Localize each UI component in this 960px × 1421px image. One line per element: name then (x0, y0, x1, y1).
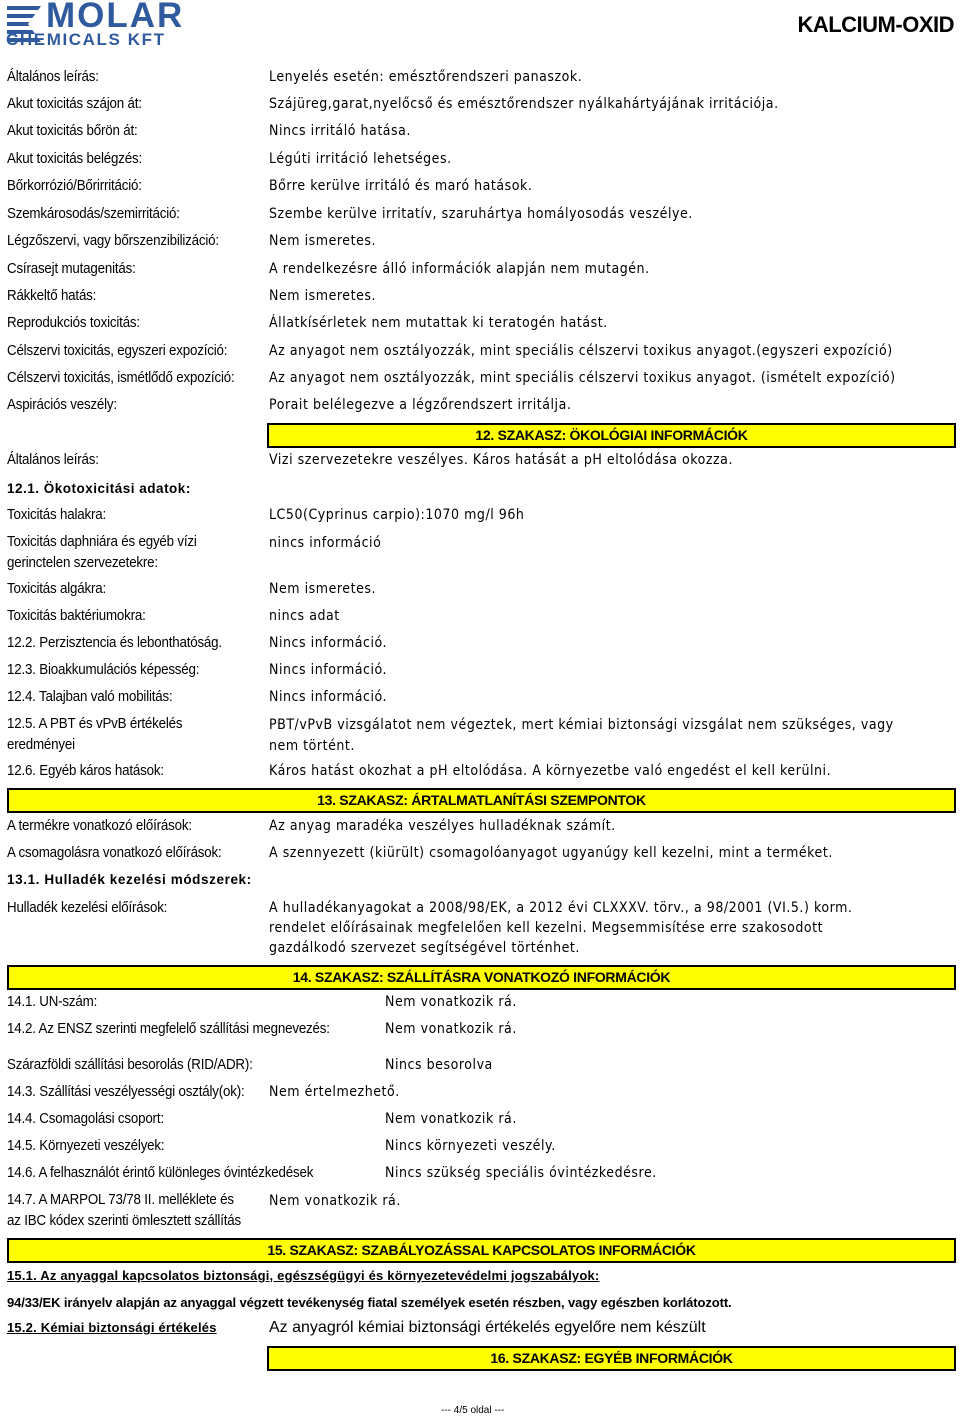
pbt-label-line2: eredményei (7, 737, 75, 753)
hazard-value: Állatkísérletek nem mutattak ki teratogén hatást. (269, 315, 608, 331)
section-11-rows (0, 0, 960, 420)
hazard-class-label: 14.3. Szállítási veszélyességi osztály(ok): (7, 1084, 245, 1100)
document-title: KALCIUM-OXID (797, 12, 954, 37)
hazard-label: Szemkárosodás/szemirritáció: (7, 206, 180, 222)
persistence-value: Nincs információ. (269, 635, 388, 651)
hazard-label: Reprodukciós toxicitás: (7, 315, 140, 331)
un-number-value: Nem vonatkozik rá. (385, 994, 517, 1010)
waste-rules-value-line3: gazdálkodó szervezet segítségével történhet. (269, 940, 580, 956)
packing-group-value: Nem vonatkozik rá. (385, 1111, 517, 1127)
other-effects-value: Káros hatást okozhat a pH eltolódása. A környezetbe való engedést el kell kerülni. (269, 763, 832, 779)
packaging-rules-value: A szennyezett (kiürült) csomagolóanyagot ugyanúgy kell kezelni, mint a terméket. (269, 845, 833, 861)
section-16-header (267, 1346, 956, 1371)
packaging-rules-label: A csomagolásra vonatkozó előírások: (7, 845, 222, 861)
hazard-value: Nincs irritáló hatása. (269, 123, 411, 139)
page-number: --- 4/5 oldal --- (441, 1405, 505, 1416)
pbt-value-line2: nem történt. (269, 738, 355, 754)
pbt-value-line1: PBT/vPvB vizsgálatot nem végeztek, mert kémiai biztonsági vizsgálat nem szükséges, vagy (269, 717, 894, 733)
hazard-label: Bőrkorrózió/Bőrirritáció: (7, 178, 142, 194)
bacteria-value: nincs adat (269, 608, 340, 624)
land-transport-value: Nincs besorolva (385, 1057, 493, 1073)
product-rules-label: A termékre vonatkozó előírások: (7, 818, 192, 834)
daphnia-value: nincs információ (269, 535, 382, 551)
logo-bottom-text: CHEMICALS KFT (6, 30, 166, 49)
eco-general-value: Vizi szervezetekre veszélyes. Káros hatását a pH eltolódása okozza. (269, 452, 733, 468)
hazard-label: Akut toxicitás szájon át: (7, 96, 142, 112)
hazard-label: Célszervi toxicitás, egyszeri expozíció: (7, 343, 228, 359)
waste-rules-value-line1: A hulladékanyagokat a 2008/98/EK, a 2012 évi CLXXXV. törv., a 98/2001 (VI.5.) korm. (269, 900, 853, 916)
hazard-value: Az anyagot nem osztályozzák, mint speciális célszervi toxikus anyagot. (ismételt expozíció) (269, 370, 896, 386)
special-precautions-label: 14.6. A felhasználót érintő különleges óvintézkedések (7, 1165, 314, 1181)
fish-toxicity-label: Toxicitás halakra: (7, 507, 107, 523)
shipping-name-label: 14.2. Az ENSZ szerinti megfelelő szállítási megnevezés: (7, 1021, 330, 1037)
regulations-subheading: 15.1. Az anyaggal kapcsolatos biztonsági, egészségügyi és környezetevédelmi jogszabályok: (7, 1268, 600, 1283)
section-12-header (267, 423, 956, 448)
hazard-label: Akut toxicitás bőrön át: (7, 123, 138, 139)
hazard-label: Célszervi toxicitás, ismétlődő expozíció: (7, 370, 235, 386)
hazard-label: Csírasejt mutagenitás: (7, 261, 136, 277)
hazard-label: Akut toxicitás belégzés: (7, 151, 142, 167)
logo-top-text: MOLAR (46, 0, 185, 35)
hazard-value: A rendelkezésre álló információk alapján nem mutagén. (269, 261, 650, 277)
section-13-header-text: 13. SZAKASZ: ÁRTALMATLANÍTÁSI SZEMPONTOK (317, 792, 646, 808)
un-number-label: 14.1. UN-szám: (7, 994, 98, 1010)
hazard-value: Az anyagot nem osztályozzák, mint speciális célszervi toxikus anyagot.(egyszeri expozíció) (269, 343, 893, 359)
hazard-value: Nem ismeretes. (269, 233, 377, 249)
hazard-value: Porait belélegezve a légzőrendszert irritálja. (269, 397, 572, 413)
product-rules-value: Az anyag maradéka veszélyes hulladéknak számít. (269, 818, 616, 834)
section-16-header-text: 16. SZAKASZ: EGYÉB INFORMÁCIÓK (490, 1350, 733, 1366)
section-12-header-text: 12. SZAKASZ: ÖKOLÓGIAI INFORMÁCIÓK (475, 427, 748, 443)
ecotox-subheading: 12.1. Ökotoxicitási adatok: (7, 481, 191, 496)
section-13-header (7, 788, 956, 813)
env-hazard-value: Nincs környezeti veszély. (385, 1138, 556, 1154)
hazard-value: Szájüreg,garat,nyelőcső és emésztőrendszer nyálkahártyájának irritációja. (269, 96, 779, 112)
daphnia-label-line2: gerinctelen szervezetekre: (7, 555, 158, 571)
marpol-label-line1: 14.7. A MARPOL 73/78 II. melléklete és (7, 1192, 234, 1208)
waste-methods-subheading: 13.1. Hulladék kezelési módszerek: (7, 872, 252, 887)
mobility-label: 12.4. Talajban való mobilitás: (7, 689, 173, 705)
hazard-label: Általános leírás: (7, 69, 99, 85)
hazard-class-value: Nem értelmezhető. (269, 1084, 400, 1100)
pbt-label-line1: 12.5. A PBT és vPvB értékelés (7, 716, 183, 732)
bioaccumulation-value: Nincs információ. (269, 662, 388, 678)
marpol-label-line2: az IBC kódex szerinti ömlesztett szállítás (7, 1213, 241, 1229)
waste-rules-label: Hulladék kezelési előírások: (7, 900, 168, 916)
env-hazard-label: 14.5. Környezeti veszélyek: (7, 1138, 165, 1154)
algae-value: Nem ismeretes. (269, 581, 377, 597)
bacteria-label: Toxicitás baktériumokra: (7, 608, 146, 624)
waste-rules-value-line2: rendelet előírásainak megfelelően kell kezelni. Megsemmisítése erre szakosodott (269, 920, 824, 936)
marpol-value: Nem vonatkozik rá. (269, 1193, 401, 1209)
land-transport-label: Szárazföldi szállítási besorolás (RID/ADR): (7, 1057, 253, 1073)
hazard-value: Szembe kerülve irritatív, szaruhártya homályosodás veszélye. (269, 206, 693, 222)
mobility-value: Nincs információ. (269, 689, 388, 705)
persistence-label: 12.2. Perzisztencia és lebonthatóság. (7, 635, 222, 651)
hazard-label: Rákkeltő hatás: (7, 288, 97, 304)
other-effects-label: 12.6. Egyéb káros hatások: (7, 763, 164, 779)
packing-group-label: 14.4. Csomagolási csoport: (7, 1111, 164, 1127)
hazard-value: Lenyelés esetén: emésztőrendszeri panaszok. (269, 69, 583, 85)
section-14-header (7, 965, 956, 990)
chemical-safety-value: Az anyagról kémiai biztonsági értékelés egyelőre nem készült (269, 1319, 706, 1336)
special-precautions-value: Nincs szükség speciális óvintézkedésre. (385, 1165, 657, 1181)
section-14-header-text: 14. SZAKASZ: SZÁLLÍTÁSRA VONATKOZÓ INFORMÁCIÓK (292, 969, 671, 985)
algae-label: Toxicitás algákra: (7, 581, 107, 597)
section-15-header-text: 15. SZAKASZ: SZABÁLYOZÁSSAL KAPCSOLATOS INFORMÁCIÓK (267, 1242, 696, 1258)
hazard-value: Légúti irritáció lehetséges. (269, 151, 452, 167)
daphnia-label-line1: Toxicitás daphniára és egyéb vízi (7, 534, 197, 550)
hazard-label: Aspirációs veszély: (7, 397, 117, 413)
shipping-name-value: Nem vonatkozik rá. (385, 1021, 517, 1037)
hazard-value: Bőrre kerülve irritáló és maró hatások. (269, 178, 533, 194)
chemical-safety-subheading: 15.2. Kémiai biztonsági értékelés (7, 1320, 217, 1335)
hazard-label: Légzőszervi, vagy bőrszenzibilizáció: (7, 233, 219, 249)
youth-directive-text: 94/33/EK irányelv alapján az anyaggal végzett tevékenység fiatal személyek esetén részben, vagy egészben korlátozott. (7, 1295, 732, 1310)
hazard-value: Nem ismeretes. (269, 288, 377, 304)
bioaccumulation-label: 12.3. Bioakkumulációs képesség: (7, 662, 200, 678)
section-15-header (7, 1238, 956, 1263)
eco-general-label: Általános leírás: (7, 452, 99, 468)
fish-toxicity-value: LC50(Cyprinus carpio):1070 mg/l 96h (269, 507, 525, 523)
